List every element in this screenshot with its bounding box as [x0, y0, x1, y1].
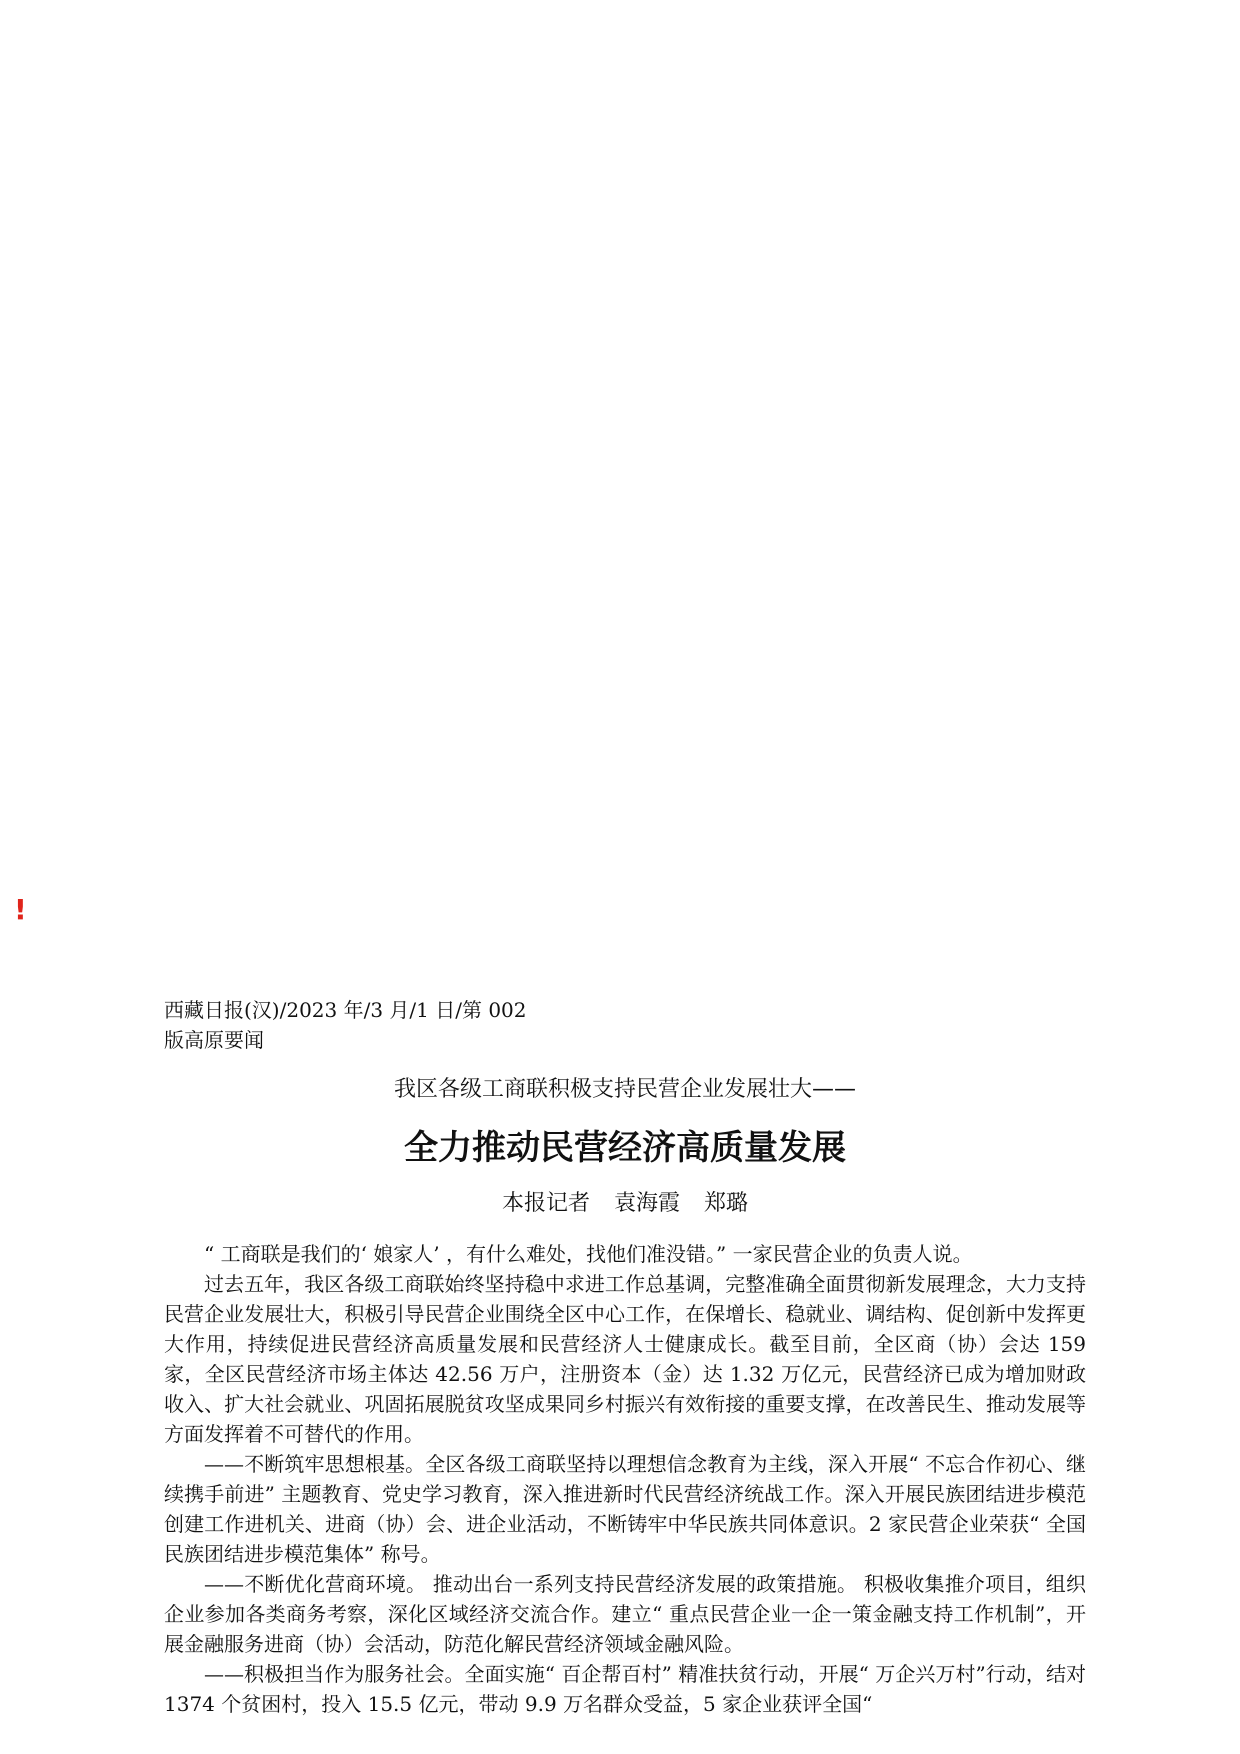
article-paragraph-1: “ 工商联是我们的‘ 娘家人’ ，有什么难处，找他们准没错。” 一家民营企业的负责人说。: [204, 1242, 973, 1266]
article-body: [164, 1239, 1086, 1719]
document-page: [164, 995, 1086, 1719]
article-byline: [164, 1187, 1086, 1221]
red-exclamation-mark: !: [14, 893, 27, 926]
article-paragraph-3: ——不断筑牢思想根基。全区各级工商联坚持以理想信念教育为主线，深入开展“ 不忘合作初心、继续携手前进” 主题教育、党史学习教育，深入推进新时代民营经济统战工作。深入开展民族团结进步模范创建工作进机关、进商（协）会、进企业活动，不断铸牢中华民族共同体意识。2 家民营企业荣获“ 全国民族团结进步模范集体” 称号。: [164, 1452, 1086, 1566]
article-paragraph-4: ——不断优化营商环境。 推动出台一系列支持民营经济发展的政策措施。 积极收集推介项目，组织企业参加各类商务考察，深化区域经济交流合作。建立“ 重点民营企业一企一策金融支持工作机制”，开展金融服务进商（协）会活动，防范化解民营经济领域金融风险。: [164, 1572, 1086, 1656]
article-headline: 全力推动民营经济高质量发展: [404, 1128, 846, 1168]
article-paragraph-5: ——积极担当作为服务社会。全面实施“ 百企帮百村” 精准扶贫行动，开展“ 万企兴万村”行动，结对 1374 个贫困村，投入 15.5 亿元，带动 9.9 万名群众受益，5 家企业获评全国“: [164, 1662, 1086, 1716]
byline-author-1: 袁海霞: [613, 1191, 680, 1216]
source-line-2: 版高原要闻: [164, 1028, 264, 1052]
source-line-1: 西藏日报(汉)/2023 年/3 月/1 日/第 002: [164, 998, 527, 1022]
article-paragraph-2: 过去五年，我区各级工商联始终坚持稳中求进工作总基调，完整准确全面贯彻新发展理念，大力支持民营企业发展壮大，积极引导民营企业围绕全区中心工作，在保增长、稳就业、调结构、促创新中发挥更大作用，持续促进民营经济高质量发展和民营经济人士健康成长。截至目前，全区商（协）会达 159 家，全区民营经济市场主体达 42.56 万户，注册资本（金）达 1.32 万亿元，民营经济已成为增加财政收入、扩大社会就业、巩固拓展脱贫攻坚成果同乡村振兴有效衔接的重要支撑，在改善民生、推动发展等方面发挥着不可替代的作用。: [164, 1272, 1086, 1446]
byline-role: 本报记者: [501, 1191, 590, 1216]
byline-author-2: 郑璐: [704, 1191, 749, 1216]
article-subheadline: 我区各级工商联积极支持民营企业发展壮大——: [393, 1077, 856, 1102]
